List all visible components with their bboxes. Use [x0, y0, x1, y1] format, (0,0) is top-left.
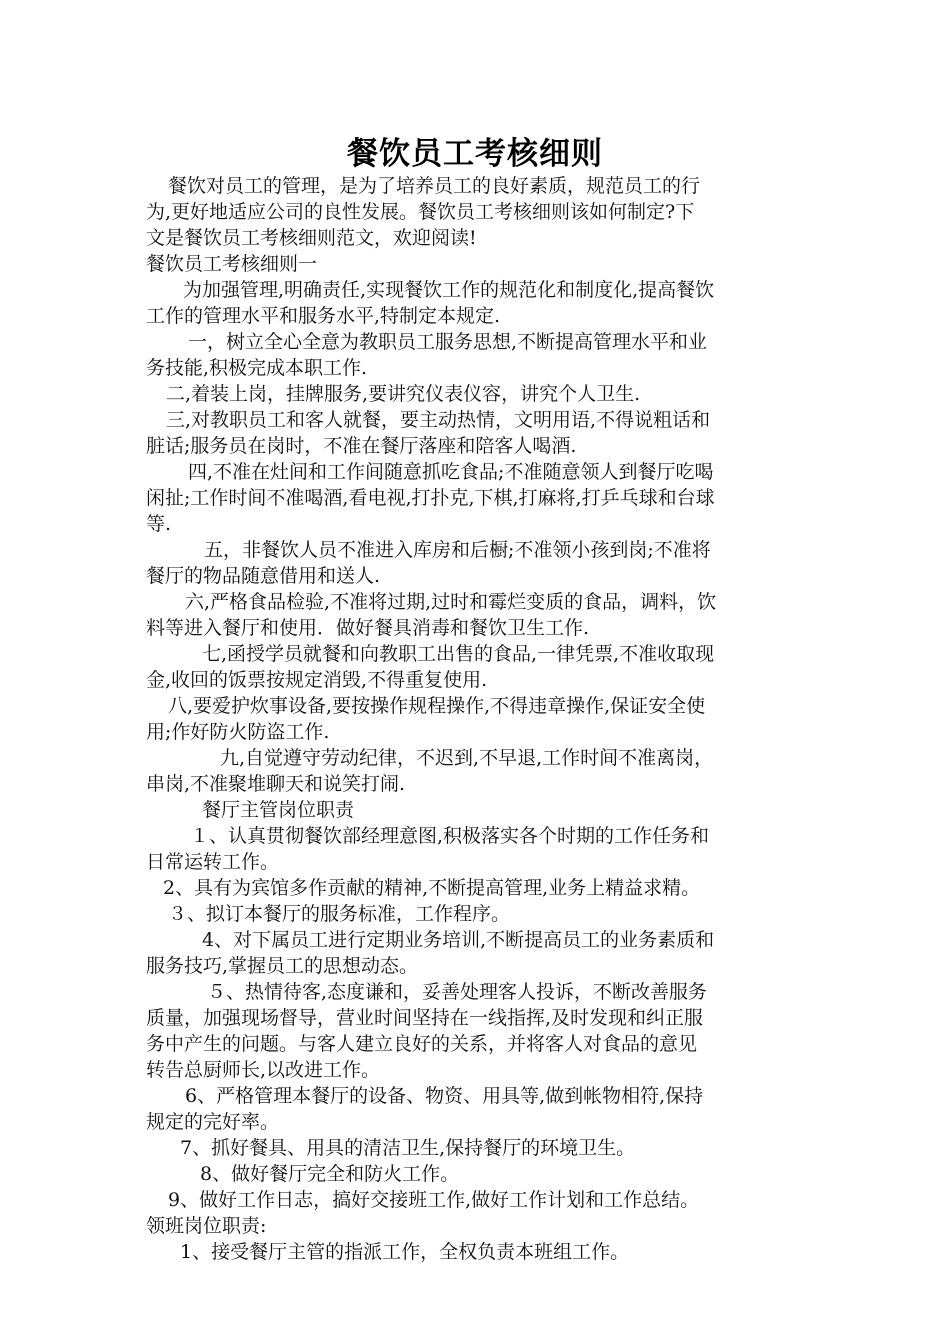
paragraph-line: ５、热情待客,态度谦和，妥善处理客人投诉，不断改善服务 [207, 981, 708, 1003]
paragraph-line: 脏话;服务员在岗时，不准在餐厅落座和陪客人喝酒. [146, 435, 577, 457]
section-heading: 餐厅主管岗位职责 [202, 799, 355, 821]
paragraph-line: 五，非餐饮人员不准进入库房和后橱;不准领小孩到岗;不准将 [204, 539, 711, 561]
paragraph-line: 串岗,不准聚堆聊天和说笑打闹. [146, 773, 406, 795]
section-heading: 餐饮员工考核细则一 [146, 253, 318, 275]
paragraph-line: 4、对下属员工进行定期业务培训,不断提高员工的业务素质和 [202, 929, 715, 951]
paragraph-line: 六,严格食品检验,不准将过期,过时和霉烂变质的食品，调料，饮 [185, 591, 717, 613]
paragraph-line: 务技能,积极完成本职工作. [146, 357, 368, 379]
paragraph-line: 转告总厨师长,以改进工作。 [146, 1059, 381, 1081]
paragraph-line: 1、接受餐厅主管的指派工作，全权负责本班组工作。 [180, 1241, 630, 1263]
paragraph-line: 闲扯;工作时间不准喝酒,看电视,打扑克,下棋,打麻将,打乒乓球和台球 [146, 487, 715, 509]
paragraph-line: 为,更好地适应公司的良性发展。餐饮员工考核细则该如何制定?下 [146, 201, 695, 223]
paragraph-line: 9、做好工作日志，搞好交接班工作,做好工作计划和工作总结。 [168, 1189, 700, 1211]
paragraph-line: 工作的管理水平和服务水平,特制定本规定. [146, 305, 501, 327]
paragraph-line: １、认真贯彻餐饮部经理意图,积极落实各个时期的工作任务和 [190, 825, 710, 847]
section-heading: 领班岗位职责: [146, 1215, 267, 1237]
paragraph-line: 为加强管理,明确责任,实现餐饮工作的规范化和制度化,提高餐饮 [183, 279, 715, 301]
paragraph-line: 三,对教职员工和客人就餐，要主动热情，文明用语,不得说粗话和 [166, 409, 711, 431]
paragraph-line: 6、严格管理本餐厅的设备、物资、用具等,做到帐物相符,保持 [185, 1085, 704, 1107]
paragraph-line: 2、具有为宾馆多作贡献的精神,不断提高管理,业务上精益求精。 [163, 877, 701, 899]
paragraph-line: 四,不准在灶间和工作间随意抓吃食品;不准随意领人到餐厅吃喝 [188, 461, 714, 483]
document-title: 餐饮员工考核细则 [347, 136, 603, 172]
paragraph-line: 餐厅的物品随意借用和送人. [146, 565, 381, 587]
paragraph-line: 服务技巧,掌握员工的思想动态。 [146, 955, 419, 977]
paragraph-line: 用;作好防火防盗工作. [146, 721, 330, 743]
paragraph-line: ３、拟订本餐厅的服务标准，工作程序。 [168, 903, 511, 925]
paragraph-line: 八,要爱护炊事设备,要按操作规程操作,不得违章操作,保证安全使 [168, 695, 706, 717]
paragraph-line: 金,收回的饭票按规定消毁,不得重复使用. [146, 669, 488, 691]
paragraph-line: 7、抓好餐具、用具的清洁卫生,保持餐厅的环境卫生。 [180, 1137, 636, 1159]
paragraph-line: 8、做好餐厅完全和防火工作。 [200, 1163, 460, 1185]
paragraph-line: 二,着装上岗，挂牌服务,要讲究仪表仪容，讲究个人卫生. [166, 383, 641, 405]
paragraph-line: 一，树立全心全意为教职员工服务思想,不断提高管理水平和业 [188, 331, 708, 353]
paragraph-line: 料等进入餐厅和使用．做好餐具消毒和餐饮卫生工作. [146, 617, 590, 639]
paragraph-line: 餐饮对员工的管理，是为了培养员工的良好素质，规范员工的行 [168, 175, 701, 197]
paragraph-line: 等. [146, 513, 172, 535]
paragraph-line: 日常运转工作。 [146, 851, 280, 873]
paragraph-line: 九,自觉遵守劳动纪律，不迟到,不早退,工作时间不准离岗， [220, 747, 714, 769]
paragraph-line: 规定的完好率。 [146, 1111, 280, 1133]
paragraph-line: 质量，加强现场督导，营业时间坚持在一线指挥,及时发现和纠正服 [146, 1007, 704, 1029]
paragraph-line: 务中产生的问题。与客人建立良好的关系，并将客人对食品的意见 [146, 1033, 698, 1055]
paragraph-line: 七,函授学员就餐和向教职工出售的食品,一律凭票,不准收取现 [202, 643, 715, 665]
paragraph-line: 文是餐饮员工考核细则范文，欢迎阅读! [146, 227, 477, 249]
